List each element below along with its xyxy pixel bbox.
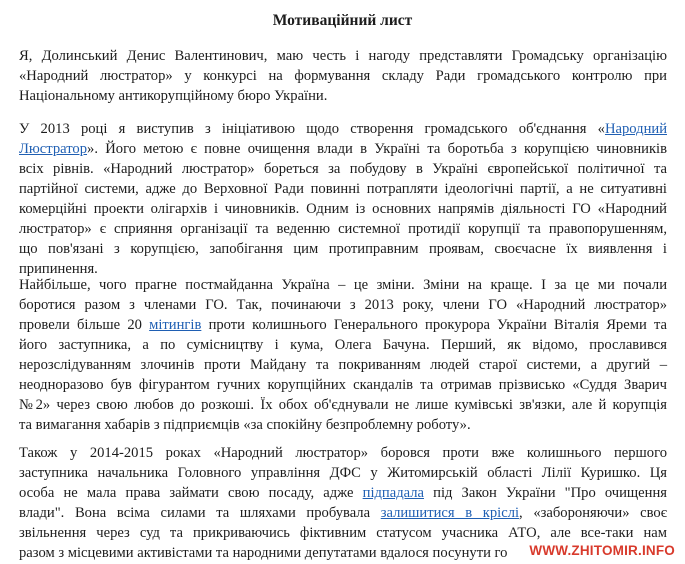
text-link[interactable]: Люстратор — [19, 141, 88, 157]
line-text: Національному антикорупційному бюро України. — [19, 88, 328, 104]
line-text: звільнення через суд та прикриваючись фіктивним статусом учасника АТО, але все-таки нам — [19, 525, 667, 541]
line-text: його заступника, а по сумісництву і кума, Олега Бачуна. Перший, як відомо, прославився — [19, 337, 667, 353]
line-text: люстратор» є сприяння організації та веденню системної протидії корупції та правопорушенням, — [19, 221, 667, 237]
paragraph-line — [19, 86, 667, 106]
line-text: , «забороняючи» своє — [519, 505, 667, 521]
line-text: Також у 2014-2015 роках «Народний люстратор» боровся проти вже колишнього першого — [19, 445, 667, 461]
paragraph-line — [19, 395, 667, 415]
line-text: що пов'язані з корупцією, запобігання цим протиправним проявам, своєчасне їх виявлення і — [19, 241, 667, 257]
paragraph-line — [19, 415, 667, 435]
paragraph-line — [19, 483, 667, 503]
line-text: заступника начальника Головного управління ДФС у Житомирській області Лілії Куришко. Ця — [19, 465, 667, 481]
text-link[interactable]: залишитися в кріслі — [380, 505, 520, 521]
paragraph-line — [19, 443, 667, 463]
paragraph-line — [19, 179, 667, 199]
paragraph-line — [19, 295, 667, 315]
line-text: всіх рівнів. «Народний люстратор» бореться за побудову в Україні європейської політичної та — [19, 161, 667, 177]
paragraph-line — [19, 463, 667, 483]
line-text: влади". Вона всіма силами та шляхами пробувала — [19, 505, 381, 521]
line-text: «Народний люстратор» у конкурсі на формування складу Ради громадського контролю при — [19, 68, 667, 84]
line-text: та вимагання хабарів з підприємців «за спокійну безпроблемну роботу». — [19, 417, 471, 433]
paragraph-line — [19, 355, 667, 375]
line-text: припинення. — [19, 261, 98, 277]
paragraph-line — [19, 119, 667, 139]
line-text: №2» через свою любов до розкоші. Їх обох об'єднували не лише кумівські зв'язки, але й корупція — [19, 397, 667, 413]
line-text: під Закон України "Про очищення — [424, 485, 667, 501]
line-text: особа не мала права займати свою посаду, адже — [19, 485, 363, 501]
text-link[interactable]: мітингів — [149, 317, 202, 333]
paragraph-line — [19, 275, 667, 295]
line-text: Я, Долинський Денис Валентинович, маю честь і нагоду представляти Громадську організацію — [19, 48, 667, 64]
paragraph-line — [19, 219, 667, 239]
paragraph-line — [19, 139, 667, 159]
text-link[interactable]: Народний — [604, 121, 667, 137]
paragraph-line — [19, 375, 667, 395]
line-text: ». Його метою є повне очищення влади в Україні та боротьба з корупцією чиновників — [87, 141, 667, 157]
line-text: проти колишнього Генерального прокурора України Віталія Яреми та — [201, 317, 667, 333]
line-text: партійної системи, адже до Верховної Ради повинні потрапляти ідеологічні партії, а не ситуативні — [19, 181, 667, 197]
line-text: комерційні проекти олігархів і чиновників. Одним із основних напрямів діяльності ГО «Народний — [19, 201, 667, 217]
paragraph-line — [19, 315, 667, 335]
line-text: разом з місцевими активістами та народними депутатами вдалося посунути го — [19, 545, 508, 561]
paragraph-line — [19, 159, 667, 179]
paragraph-line — [19, 199, 667, 219]
paragraph-line — [19, 239, 667, 259]
line-text: провели більше 20 — [19, 317, 150, 333]
text-link[interactable]: підпадала — [362, 485, 425, 501]
line-text: Найбільше, чого прагне постмайданна Україна – це зміни. Зміни на краще. І за це ми почали — [19, 277, 667, 293]
paragraph-line — [19, 66, 667, 86]
line-text: неодноразово був фігурантом гучних корупційних скандалів та отримав прізвисько «Суддя Зварич — [19, 377, 667, 393]
paragraph-line — [19, 503, 667, 523]
page-title: Мотиваційний лист — [272, 12, 413, 29]
paragraph-line — [19, 335, 667, 355]
line-text: нерозслідуванням злочинів проти Майдану та покриванням людей старої системи, а другий – — [19, 357, 667, 373]
paragraph-line — [19, 46, 667, 66]
line-text: У 2013 році я виступив з ініціативою щодо створення громадського об'єднання « — [19, 121, 605, 137]
line-text: боротися разом з членами ГО. Так, починаючи з 2013 року, члени ГО «Народний люстратор» — [19, 297, 667, 313]
watermark: WWW.ZHITOMIR.INFO — [529, 543, 675, 558]
paragraph-line — [19, 523, 667, 543]
